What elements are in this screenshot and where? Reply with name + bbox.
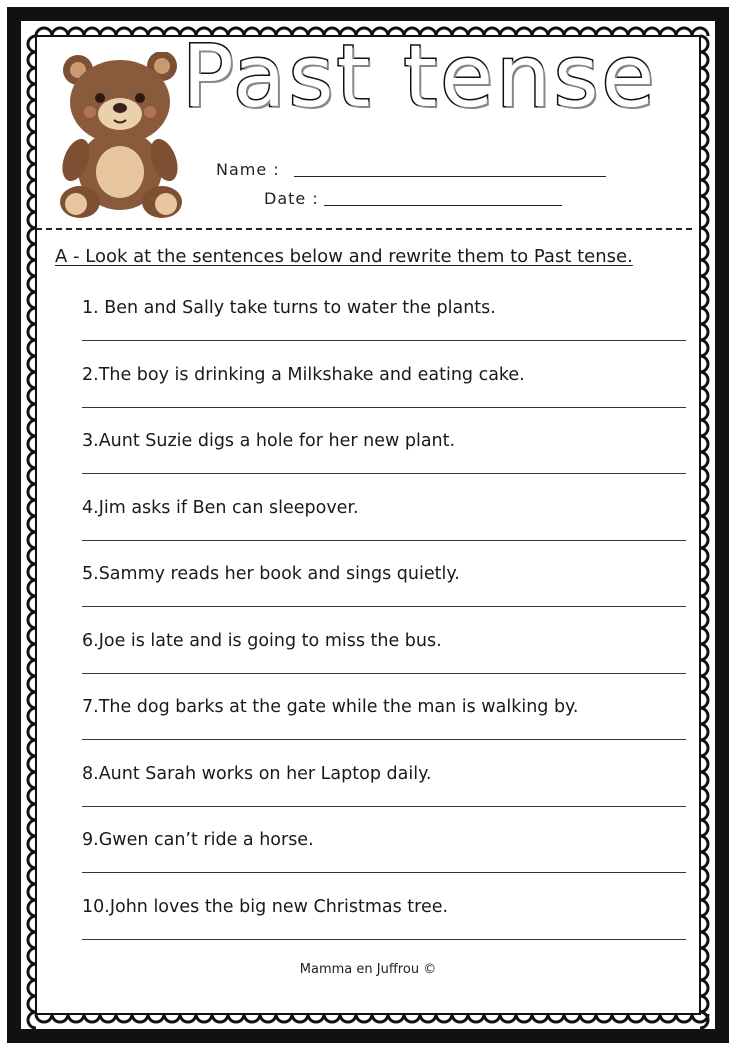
answer-line-10[interactable] (82, 939, 686, 940)
section-instruction: A - Look at the sentences below and rewrite them to Past tense. (55, 246, 633, 267)
date-write-line[interactable] (324, 205, 562, 206)
date-field[interactable] (264, 189, 319, 208)
question-7: 7.The dog barks at the gate while the man is walking by. (82, 697, 579, 717)
name-write-line[interactable] (294, 176, 606, 177)
question-10: 10.John loves the big new Christmas tree. (82, 896, 449, 917)
name-field[interactable] (216, 160, 280, 179)
question-9: 9.Gwen can’t ride a horse. (82, 830, 314, 850)
answer-line-4[interactable] (82, 540, 686, 541)
question-4: 4.Jim asks if Ben can sleepover. (82, 497, 359, 518)
answer-line-1[interactable] (82, 340, 686, 341)
question-2: 2.The boy is drinking a Milkshake and eating cake. (82, 364, 525, 385)
answer-line-8[interactable] (82, 806, 686, 807)
date-label: Date : (264, 189, 319, 208)
question-5: 5.Sammy reads her book and sings quietly. (82, 564, 460, 584)
copyright-footer: Mamma en Juffrou © (299, 962, 437, 977)
dashed-divider (36, 228, 692, 230)
question-3: 3.Aunt Suzie digs a hole for her new plant. (82, 431, 456, 451)
question-1: 1. Ben and Sally take turns to water the plants. (82, 298, 496, 318)
answer-line-5[interactable] (82, 606, 686, 607)
question-8: 8.Aunt Sarah works on her Laptop daily. (82, 763, 432, 784)
answer-line-6[interactable] (82, 673, 686, 674)
name-label: Name : (216, 160, 280, 179)
worksheet-title: Past tense (182, 27, 658, 127)
question-6: 6.Joe is late and is going to miss the bus. (82, 630, 442, 651)
answer-line-2[interactable] (82, 407, 686, 408)
answer-line-7[interactable] (82, 739, 686, 740)
teddy-bear-illustration (58, 52, 188, 222)
answer-line-9[interactable] (82, 872, 686, 873)
answer-line-3[interactable] (82, 473, 686, 474)
